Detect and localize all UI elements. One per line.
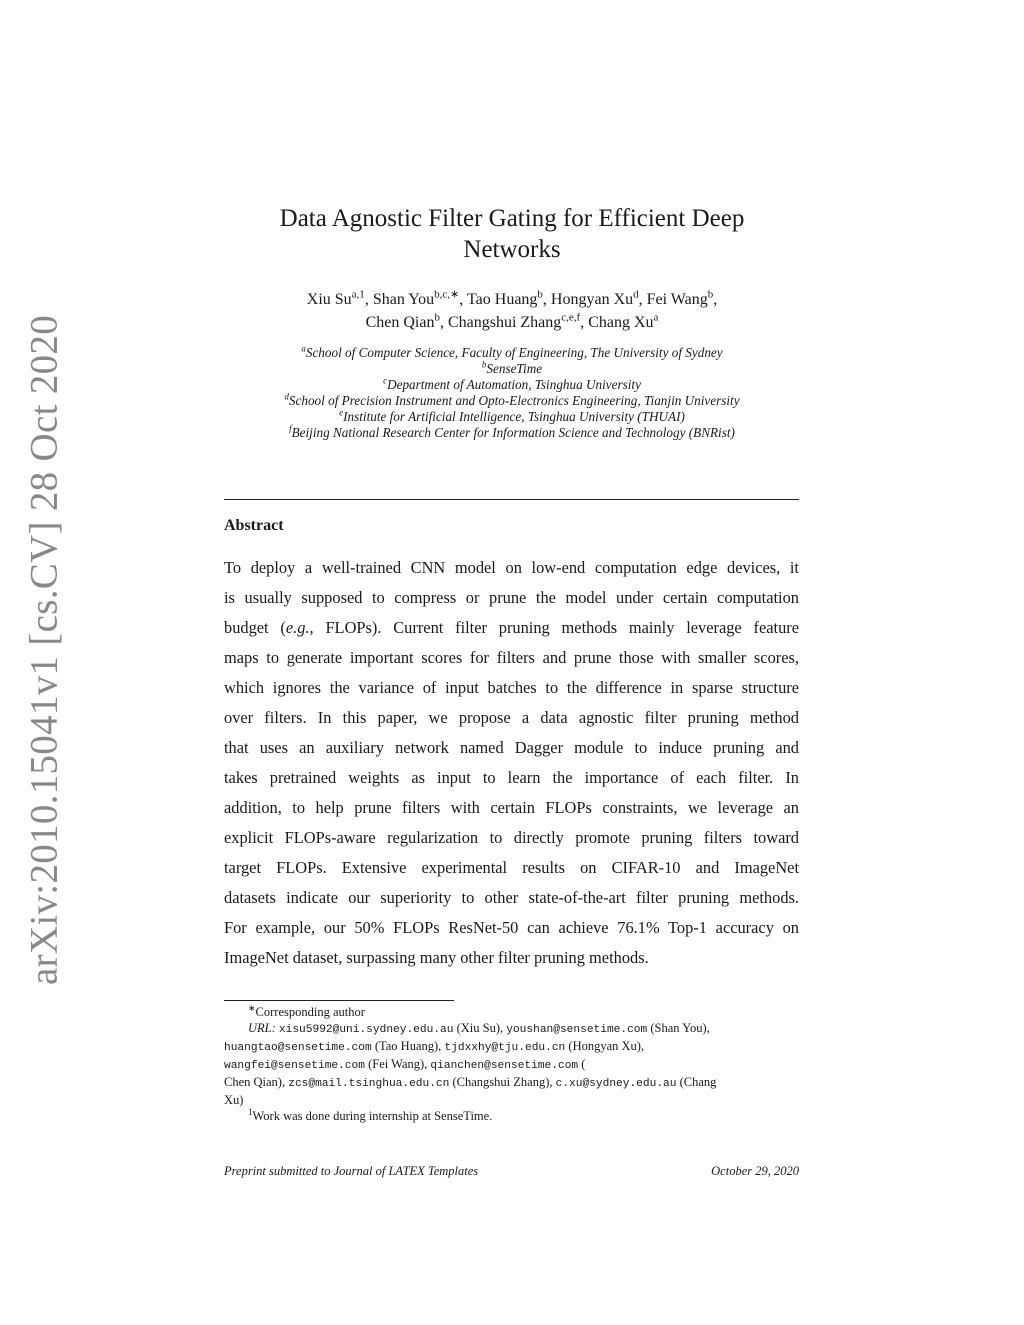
email-link[interactable]: c.xu@sydney.edu.au — [555, 1078, 677, 1090]
affiliation: $^b$SenseTime — [481, 359, 543, 376]
corresponding-author-note: ∗Corresponding author — [248, 1002, 365, 1019]
author-name: Changshui Zhang — [447, 314, 562, 331]
email-link[interactable]: youshan@sensetime.com — [506, 1024, 648, 1036]
contact-line: URL: xisu5992@uni.sydney.edu.au (Xiu Su), youshan@sensetime.com (Shan You), — [248, 1021, 710, 1036]
abstract-line: over filters. In this paper, we propose a data agnostic filter pruning method — [224, 708, 799, 727]
abstract-line: takes pretrained weights as input to learn the importance of each filter. In — [224, 768, 799, 787]
author-affil-mark: b — [434, 311, 440, 324]
author-affil-mark: b — [707, 288, 714, 301]
affiliation: $^c$Department of Automation, Tsinghua University — [383, 375, 641, 392]
contact-line: wangfei@sensetime.com (Fei Wang), qianchen@sensetime.com ( — [224, 1057, 586, 1072]
abstract-line: For example, our 50% FLOPs ResNet-50 can achieve 76.1% Top-1 accuracy on — [224, 918, 799, 937]
author-line-1: Xiu Su$^{a,1}$, Shan You$^{b,c,∗}$, Tao Huang$^b$, Hongyan Xu$^d$, Fei Wang$^b$, — [306, 288, 718, 308]
email-link[interactable]: zcs@mail.tsinghua.edu.cn — [288, 1078, 450, 1090]
contact-line: Xu) — [224, 1093, 244, 1107]
email-link[interactable]: xisu5992@uni.sydney.edu.au — [278, 1024, 454, 1036]
abstract-line: budget (e.g., FLOPs). Current filter pruning methods mainly leverage feature — [224, 618, 799, 637]
abstract-line: ImageNet dataset, surpassing many other filter pruning methods. — [224, 948, 649, 967]
author-name: Chen Qian — [365, 314, 435, 331]
author-name: Hongyan Xu — [550, 291, 634, 308]
abstract-line: which ignores the variance of input batches to the difference in sparse structure — [224, 678, 799, 697]
author-affil-mark: a — [653, 311, 659, 324]
footer-date: October 29, 2020 — [711, 1164, 799, 1178]
affiliation-list — [200, 345, 824, 441]
author-line-2: Chen Qian$^b$, Changshui Zhang$^{c,e,f}$, Chang Xu$^a$ — [365, 311, 659, 331]
abstract-line: that uses an auxiliary network named Dagger module to induce pruning and — [224, 738, 799, 757]
arxiv-identifier: arXiv:2010.15041v1 [cs.CV] 28 Oct 2020 — [22, 315, 66, 985]
author-name: Chang Xu — [588, 314, 654, 331]
abstract-top-rule — [224, 499, 799, 500]
author-name: Xiu Su — [306, 291, 352, 308]
title-line-2: Networks — [463, 236, 561, 263]
abstract-line: is usually supposed to compress or prune the model under certain computation — [224, 588, 799, 607]
author-affil-mark: b — [537, 288, 543, 301]
footnotes — [224, 1004, 799, 1124]
abstract-line: maps to generate important scores for filters and prune those with smaller scores, — [224, 648, 799, 667]
abstract-line: target FLOPs. Extensive experimental results on CIFAR-10 and ImageNet — [224, 858, 799, 877]
email-link[interactable]: tjdxxhy@tju.edu.cn — [444, 1042, 566, 1054]
affiliation: $^d$School of Precision Instrument and Opto-Electronics Engineering, Tianjin University — [284, 391, 740, 408]
contact-line: huangtao@sensetime.com (Tao Huang), tjdxxhy@tju.edu.cn (Hongyan Xu), — [224, 1039, 645, 1054]
author-name: Shan You — [372, 291, 435, 308]
abstract-line: explicit FLOPs-aware regularization to directly promote pruning filters toward — [224, 828, 799, 847]
work-note: $^1$Work was done during internship at SenseTime. — [248, 1106, 493, 1123]
footnote-rule — [224, 1000, 454, 1001]
abstract-line: To deploy a well-trained CNN model on low-end computation edge devices, it — [224, 558, 799, 577]
author-affil-mark: d — [633, 288, 639, 301]
author-affil-mark: b,c,∗ — [434, 288, 460, 301]
author-affil-mark: c,e,f — [561, 311, 581, 324]
title-line-1: Data Agnostic Filter Gating for Efficient Deep — [279, 205, 745, 232]
contact-line: Chen Qian), zcs@mail.tsinghua.edu.cn (Changshui Zhang), c.xu@sydney.edu.au (Chang — [224, 1075, 717, 1090]
abstract-body — [224, 555, 799, 975]
email-link[interactable]: huangtao@sensetime.com — [224, 1042, 372, 1054]
affiliation: $^a$School of Computer Science, Faculty of Engineering, The University of Sydney — [301, 343, 723, 360]
email-link[interactable]: wangfei@sensetime.com — [224, 1060, 365, 1072]
email-link[interactable]: qianchen@sensetime.com — [430, 1060, 579, 1072]
affiliation: $^f$Beijing National Research Center for Information Science and Technology (BNRist) — [289, 423, 735, 440]
author-affil-mark: a,1 — [351, 288, 365, 301]
preprint-note: Preprint submitted to Journal of LATEX Templates — [224, 1164, 479, 1178]
abstract-line: datasets indicate our superiority to other state-of-the-art filter pruning methods. — [224, 888, 799, 907]
author-list — [220, 288, 804, 334]
author-name: Tao Huang — [467, 291, 538, 308]
affiliation: $^e$Institute for Artificial Intelligence, Tsinghua University (THUAI) — [339, 407, 685, 424]
paper-title — [220, 203, 804, 265]
abstract-heading: Abstract — [224, 517, 284, 534]
author-name: Fei Wang — [646, 291, 708, 308]
abstract-line: addition, to help prune filters with certain FLOPs constraints, we leverage an — [224, 798, 799, 817]
